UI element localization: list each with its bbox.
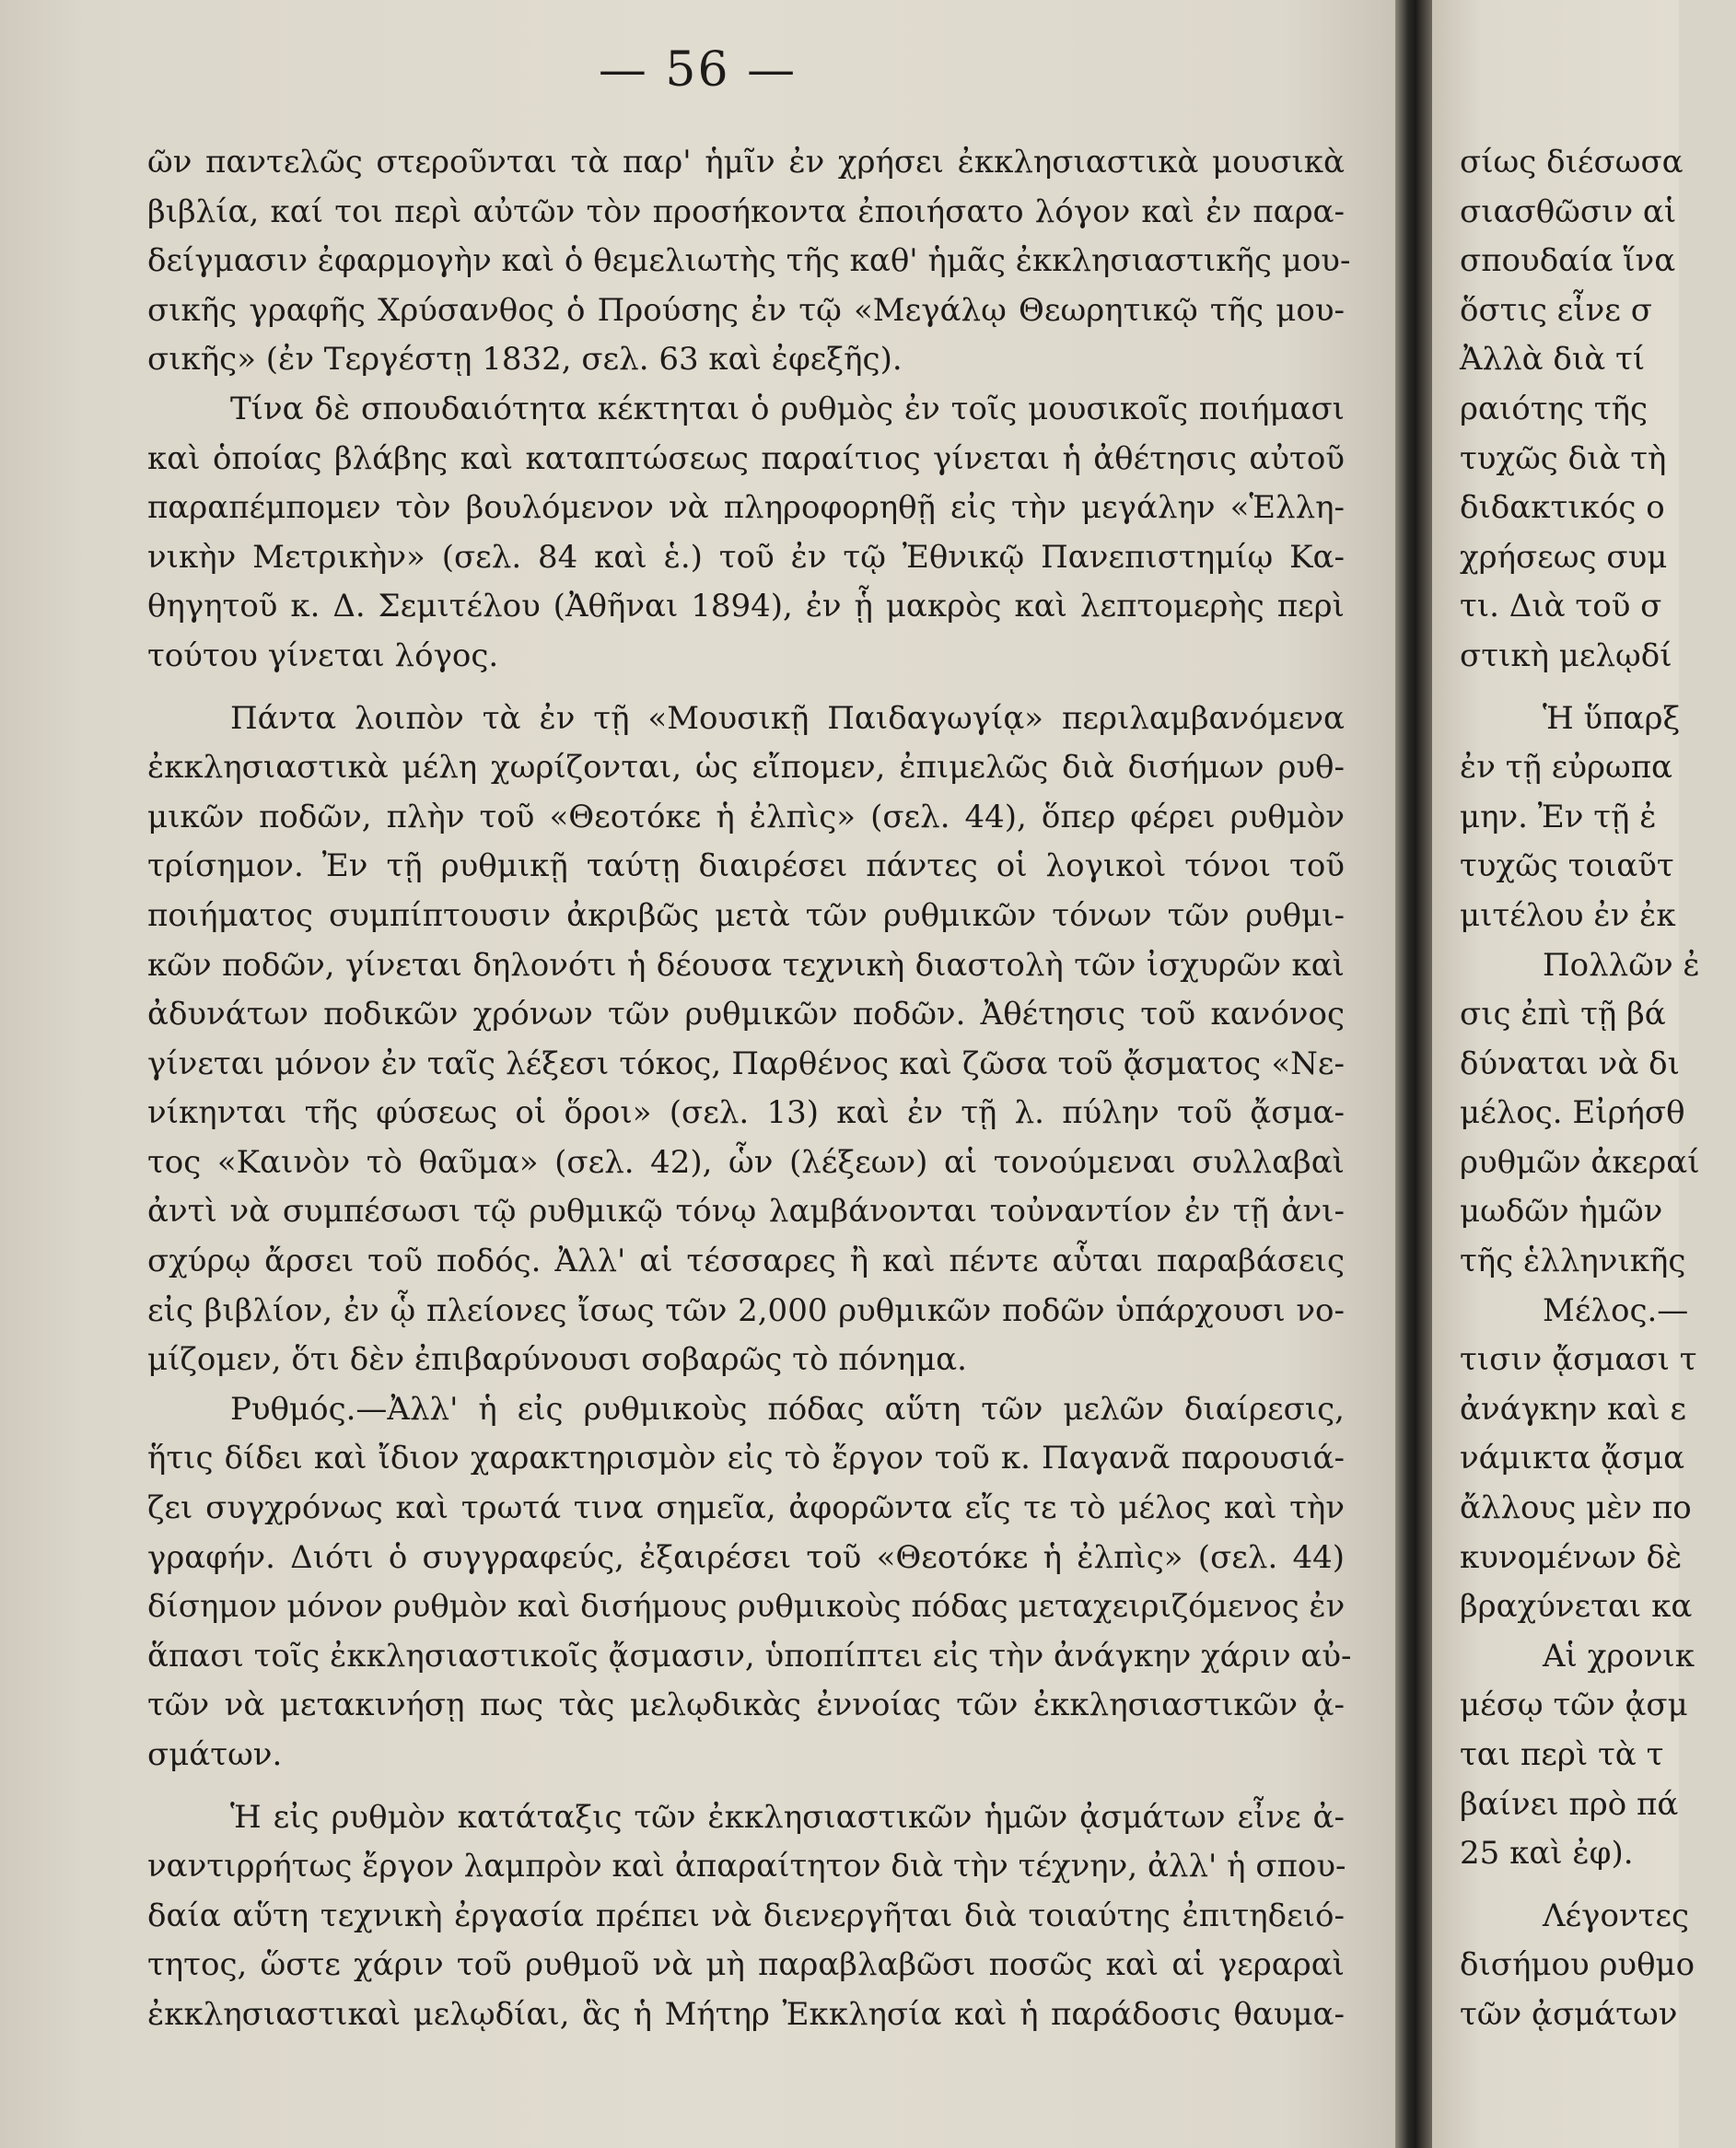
text-line: σικῆς» (ἐν Τεργέστῃ 1832, σελ. 63 καὶ ἐφεξῆς).: [147, 341, 903, 379]
right-text-line: ται περὶ τὰ τ: [1460, 1736, 1664, 1773]
text-line: θηγητοῦ κ. Δ. Σεμιτέλου (Ἀθῆναι 1894), ἐν ᾗ μακρὸς καὶ λεπτομερὴς περὶ: [147, 588, 1345, 625]
text-line: δίσημον μόνον ρυθμὸν καὶ δισήμους ρυθμικοὺς πόδας μεταχειριζόμενος ἐν: [147, 1588, 1346, 1626]
right-text-line: διδακτικός ο: [1460, 489, 1665, 527]
text-line: μίζομεν, ὅτι δὲν ἐπιβαρύνουσι σοβαρῶς τὸ πόνημα.: [147, 1341, 967, 1379]
right-text-line: τῶν ᾀσμάτων: [1460, 1995, 1678, 2033]
text-line: ἀντὶ νὰ συμπέσωσι τῷ ρυθμικῷ τόνῳ λαμβάνονται τοὐναντίον ἐν τῇ ἀνι-: [147, 1193, 1345, 1231]
text-line: νικὴν Μετρικὴν» (σελ. 84 καὶ ἑ.) τοῦ ἐν τῷ Ἐθνικῷ Πανεπιστημίῳ Κα-: [147, 538, 1345, 576]
right-text-line: σίως διέσωσα: [1460, 144, 1684, 181]
right-text-line: ἄλλους μὲν πο: [1460, 1489, 1692, 1527]
right-text-line: χρήσεως συμ: [1460, 538, 1668, 576]
text-line: ζει συγχρόνως καὶ τρωτά τινα σημεῖα, ἀφορῶντα εἴς τε τὸ μέλος καὶ τὴν: [147, 1489, 1345, 1527]
right-text-line: Μέλος.—: [1543, 1291, 1689, 1329]
text-line: ἥτις δίδει καὶ ἴδιον χαρακτηρισμὸν εἰς τὸ ἔργον τοῦ κ. Παγανᾶ παρουσιά-: [147, 1440, 1345, 1477]
text-line: δαία αὕτη τεχνικὴ ἐργασία πρέπει νὰ διενεργῆται διὰ τοιαύτης ἐπιτηδειό-: [147, 1897, 1345, 1934]
right-text-line: τυχῶς τοιαῦτ: [1460, 847, 1674, 885]
text-line: τρίσημον. Ἐν τῇ ρυθμικῇ ταύτῃ διαιρέσει πάντες οἱ λογικοὶ τόνοι τοῦ: [147, 847, 1345, 885]
text-line: καὶ ὁποίας βλάβης καὶ καταπτώσεως παραίτιος γίνεται ἡ ἀθέτησις αὐτοῦ: [147, 439, 1345, 477]
right-text-line: τι. Διὰ τοῦ σ: [1460, 588, 1662, 625]
right-text-line: Ἡ ὕπαρξ: [1543, 699, 1681, 737]
text-line: δείγμασιν ἐφαρμογὴν καὶ ὁ θεμελιωτὴς τῆς καθ' ἡμᾶς ἐκκλησιαστικῆς μου-: [147, 242, 1351, 280]
right-text-line: ραιότης τῆς: [1460, 390, 1648, 427]
right-page-fragment: [1432, 0, 1700, 2148]
text-line: τῶν νὰ μετακινήσῃ πως τὰς μελῳδικὰς ἐννοίας τῶν ἐκκλησιαστικῶν ᾀ-: [147, 1687, 1345, 1724]
book-gutter: [1395, 0, 1432, 2148]
text-line: κῶν ποδῶν, γίνεται δηλονότι ἡ δέουσα τεχνικὴ διαστολὴ τῶν ἰσχυρῶν καὶ: [147, 946, 1345, 984]
right-text-line: βαίνει πρὸ πά: [1460, 1785, 1679, 1823]
page-number: — 56 —: [598, 42, 798, 98]
right-text-line: δύναται νὰ δι: [1460, 1045, 1680, 1082]
right-text-line: Αἱ χρονικ: [1543, 1637, 1695, 1675]
text-line: τητος, ὥστε χάριν τοῦ ρυθμοῦ νὰ μὴ παραβλαβῶσι ποσῶς καὶ αἱ γεραραὶ: [147, 1946, 1345, 1984]
text-line: ἐκκλησιαστικὰ μέλη χωρίζονται, ὡς εἴπομεν, ἐπιμελῶς διὰ δισήμων ρυθ-: [147, 749, 1345, 787]
right-text-line: Λέγοντες: [1543, 1897, 1690, 1934]
right-text-line: 25 καὶ ἐφ).: [1460, 1835, 1634, 1873]
text-line: γίνεται μόνον ἐν ταῖς λέξεσι τόκος, Παρθένος καὶ ζῶσα τοῦ ᾄσματος «Νε-: [147, 1045, 1345, 1082]
right-text-line: ἐν τῇ εὐρωπα: [1460, 749, 1673, 787]
right-text-line: τυχῶς διὰ τὴ: [1460, 439, 1667, 477]
right-text-line: μιτέλου ἐν ἐκ: [1460, 896, 1676, 934]
text-line: Ρυθμός.—Ἀλλ' ἡ εἰς ρυθμικοὺς πόδας αὕτη τῶν μελῶν διαίρεσις,: [230, 1390, 1345, 1428]
right-text-line: τῆς ἑλληνικῆς: [1460, 1243, 1686, 1280]
text-line: γραφήν. Διότι ὁ συγγραφεύς, ἐξαιρέσει τοῦ «Θεοτόκε ἡ ἐλπὶς» (σελ. 44): [147, 1538, 1345, 1576]
text-line: Ἡ εἰς ρυθμὸν κατάταξις τῶν ἐκκλησιαστικῶν ἡμῶν ᾀσμάτων εἶνε ἀ-: [230, 1798, 1345, 1836]
right-text-line: νάμικτα ᾄσμα: [1460, 1440, 1685, 1477]
text-line: Τίνα δὲ σπουδαιότητα κέκτηται ὁ ρυθμὸς ἐν τοῖς μουσικοῖς ποιήμασι: [230, 390, 1345, 427]
right-text-line: μωδῶν ἡμῶν: [1460, 1193, 1663, 1231]
text-line: ἅπασι τοῖς ἐκκλησιαστικοῖς ᾄσμασιν, ὑποπίπτει εἰς τὴν ἀνάγκην χάριν αὐ-: [147, 1637, 1352, 1675]
right-text-line: βραχύνεται κα: [1460, 1588, 1693, 1626]
text-line: παραπέμπομεν τὸν βουλόμενον νὰ πληροφορηθῇ εἰς τὴν μεγάλην «Ἑλλη-: [147, 489, 1345, 527]
right-text-line: μην. Ἐν τῇ ἐ: [1460, 798, 1657, 835]
right-page-body-text: [1460, 138, 1736, 2040]
text-line: ἀδυνάτων ποδικῶν χρόνων τῶν ρυθμικῶν ποδῶν. Ἀθέτησις τοῦ κανόνος: [147, 996, 1345, 1033]
text-line: σμάτων.: [147, 1736, 283, 1773]
right-text-line: σπουδαία ἵνα: [1460, 242, 1676, 280]
text-line: σχύρῳ ἄρσει τοῦ ποδός. Ἀλλ' αἱ τέσσαρες ἢ καὶ πέντε αὗται παραβάσεις: [147, 1243, 1345, 1280]
text-line: ναντιρρήτως ἔργον λαμπρὸν καὶ ἀπαραίτητον διὰ τὴν τέχνην, ἀλλ' ἡ σπου-: [147, 1848, 1346, 1885]
right-text-line: δισήμου ρυθμο: [1460, 1946, 1695, 1984]
text-line: νίκηνται τῆς φύσεως οἱ ὅροι» (σελ. 13) καὶ ἐν τῇ λ. πύλην τοῦ ᾄσμα-: [147, 1094, 1345, 1132]
right-text-line: σιασθῶσιν αἱ: [1460, 193, 1677, 230]
right-text-line: ρυθμῶν ἀκεραί: [1460, 1143, 1700, 1181]
right-text-line: ὅστις εἶνε σ: [1460, 291, 1652, 329]
right-text-line: μέλος. Εἰρήσθ: [1460, 1094, 1685, 1132]
right-text-line: Ἀλλὰ διὰ τί: [1460, 341, 1646, 379]
right-text-line: μέσῳ τῶν ᾀσμ: [1460, 1687, 1688, 1724]
right-text-line: τισιν ᾄσμασι τ: [1460, 1341, 1697, 1379]
right-text-line: κυνομένων δὲ: [1460, 1538, 1683, 1576]
text-line: τούτου γίνεται λόγος.: [147, 636, 499, 674]
text-line: μικῶν ποδῶν, πλὴν τοῦ «Θεοτόκε ἡ ἐλπὶς» (σελ. 44), ὅπερ φέρει ρυθμὸν: [147, 798, 1345, 835]
text-line: ποιήματος συμπίπτουσιν ἀκριβῶς μετὰ τῶν ρυθμικῶν τόνων τῶν ρυθμι-: [147, 896, 1345, 934]
text-line: εἰς βιβλίον, ἐν ᾧ πλείονες ἴσως τῶν 2,000 ρυθμικῶν ποδῶν ὑπάρχουσι νο-: [147, 1291, 1345, 1329]
text-line: βιβλία, καί τοι περὶ αὐτῶν τὸν προσήκοντα ἐποιήσατο λόγον καὶ ἐν παρα-: [147, 193, 1345, 230]
text-line: ἐκκλησιαστικαὶ μελῳδίαι, ἃς ἡ Μήτηρ Ἐκκλησία καὶ ἡ παράδοσις θαυμα-: [147, 1995, 1345, 2033]
right-text-line: στικὴ μελῳδί: [1460, 636, 1672, 674]
right-text-line: σις ἐπὶ τῇ βά: [1460, 996, 1666, 1033]
text-line: ῶν παντελῶς στεροῦνται τὰ παρ' ἡμῖν ἐν χρήσει ἐκκλησιαστικὰ μουσικὰ: [147, 144, 1345, 181]
right-text-line: Πολλῶν ἐ: [1543, 946, 1700, 984]
text-line: τος «Καινὸν τὸ θαῦμα» (σελ. 42), ὧν (λέξεων) αἱ τονούμεναι συλλαβαὶ: [147, 1143, 1345, 1181]
text-line: σικῆς γραφῆς Χρύσανθος ὁ Προύσης ἐν τῷ «Μεγάλῳ Θεωρητικῷ τῆς μου-: [147, 291, 1345, 329]
left-page-body-text: [147, 138, 1352, 2040]
right-text-line: ἀνάγκην καὶ ε: [1460, 1390, 1686, 1428]
text-line: Πάντα λοιπὸν τὰ ἐν τῇ «Μουσικῇ Παιδαγωγίᾳ» περιλαμβανόμενα: [230, 699, 1345, 737]
